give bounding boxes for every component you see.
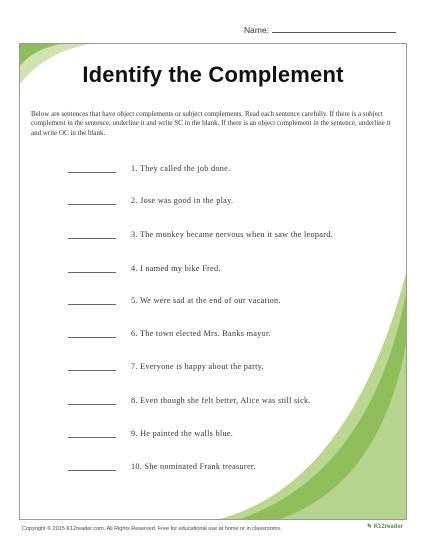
question-item — [20, 329, 406, 341]
worksheet-frame — [19, 43, 407, 520]
k12reader-logo — [367, 523, 403, 530]
logo-text: K12reader — [373, 524, 404, 530]
question-text: 7. Everyone is happy about the party. — [131, 362, 264, 371]
answer-blank[interactable] — [68, 264, 116, 273]
question-item — [20, 396, 406, 408]
question-item — [20, 196, 406, 208]
answer-blank[interactable] — [68, 462, 116, 471]
title-block — [20, 62, 406, 88]
logo-icon: ✎ — [367, 524, 373, 530]
answer-blank[interactable] — [68, 329, 116, 338]
answer-blank[interactable] — [68, 296, 116, 305]
name-line[interactable] — [272, 24, 396, 33]
question-item — [20, 462, 406, 474]
question-text: 10. She nominated Frank treasurer. — [131, 462, 256, 471]
question-item — [20, 230, 406, 242]
question-item — [20, 429, 406, 441]
name-field — [244, 24, 396, 35]
question-text: 1. They called the job done. — [131, 164, 231, 173]
answer-blank[interactable] — [68, 164, 116, 173]
answer-blank[interactable] — [68, 230, 116, 239]
copyright-footer: Copyright © 2015 K12reader.com. All Rights Reserved. Free for educational use at home or in classrooms. — [22, 526, 282, 532]
question-text: 9. He painted the walls blue. — [131, 429, 234, 438]
question-text: 5. We were sad at the end of our vacation. — [131, 296, 281, 305]
question-text: 8. Even though she felt better, Alice was still sick. — [131, 396, 311, 405]
question-item — [20, 362, 406, 374]
answer-blank[interactable] — [68, 396, 116, 405]
question-item — [20, 296, 406, 308]
question-item — [20, 264, 406, 276]
question-text: 6. The town elected Mrs. Banks mayor. — [131, 329, 271, 338]
name-label: Name: — [244, 25, 270, 35]
question-text: 4. I named my bike Fred. — [131, 264, 221, 273]
page-title: Identify the Complement — [82, 62, 344, 87]
answer-blank[interactable] — [68, 429, 116, 438]
instructions: Below are sentences that have object complements or subject complements. Read each sentence carefully. If there is a subject complement in the sentence, underline it and write SC in the blank. If there is an object complement in the sentence, underline it and write OC in the blank. — [31, 110, 391, 137]
answer-blank[interactable] — [68, 362, 116, 371]
answer-blank[interactable] — [68, 196, 116, 205]
question-item — [20, 164, 406, 176]
question-text: 3. The monkey became nervous when it saw the leopard. — [131, 230, 333, 239]
question-text: 2. Jose was good in the play. — [131, 196, 234, 205]
